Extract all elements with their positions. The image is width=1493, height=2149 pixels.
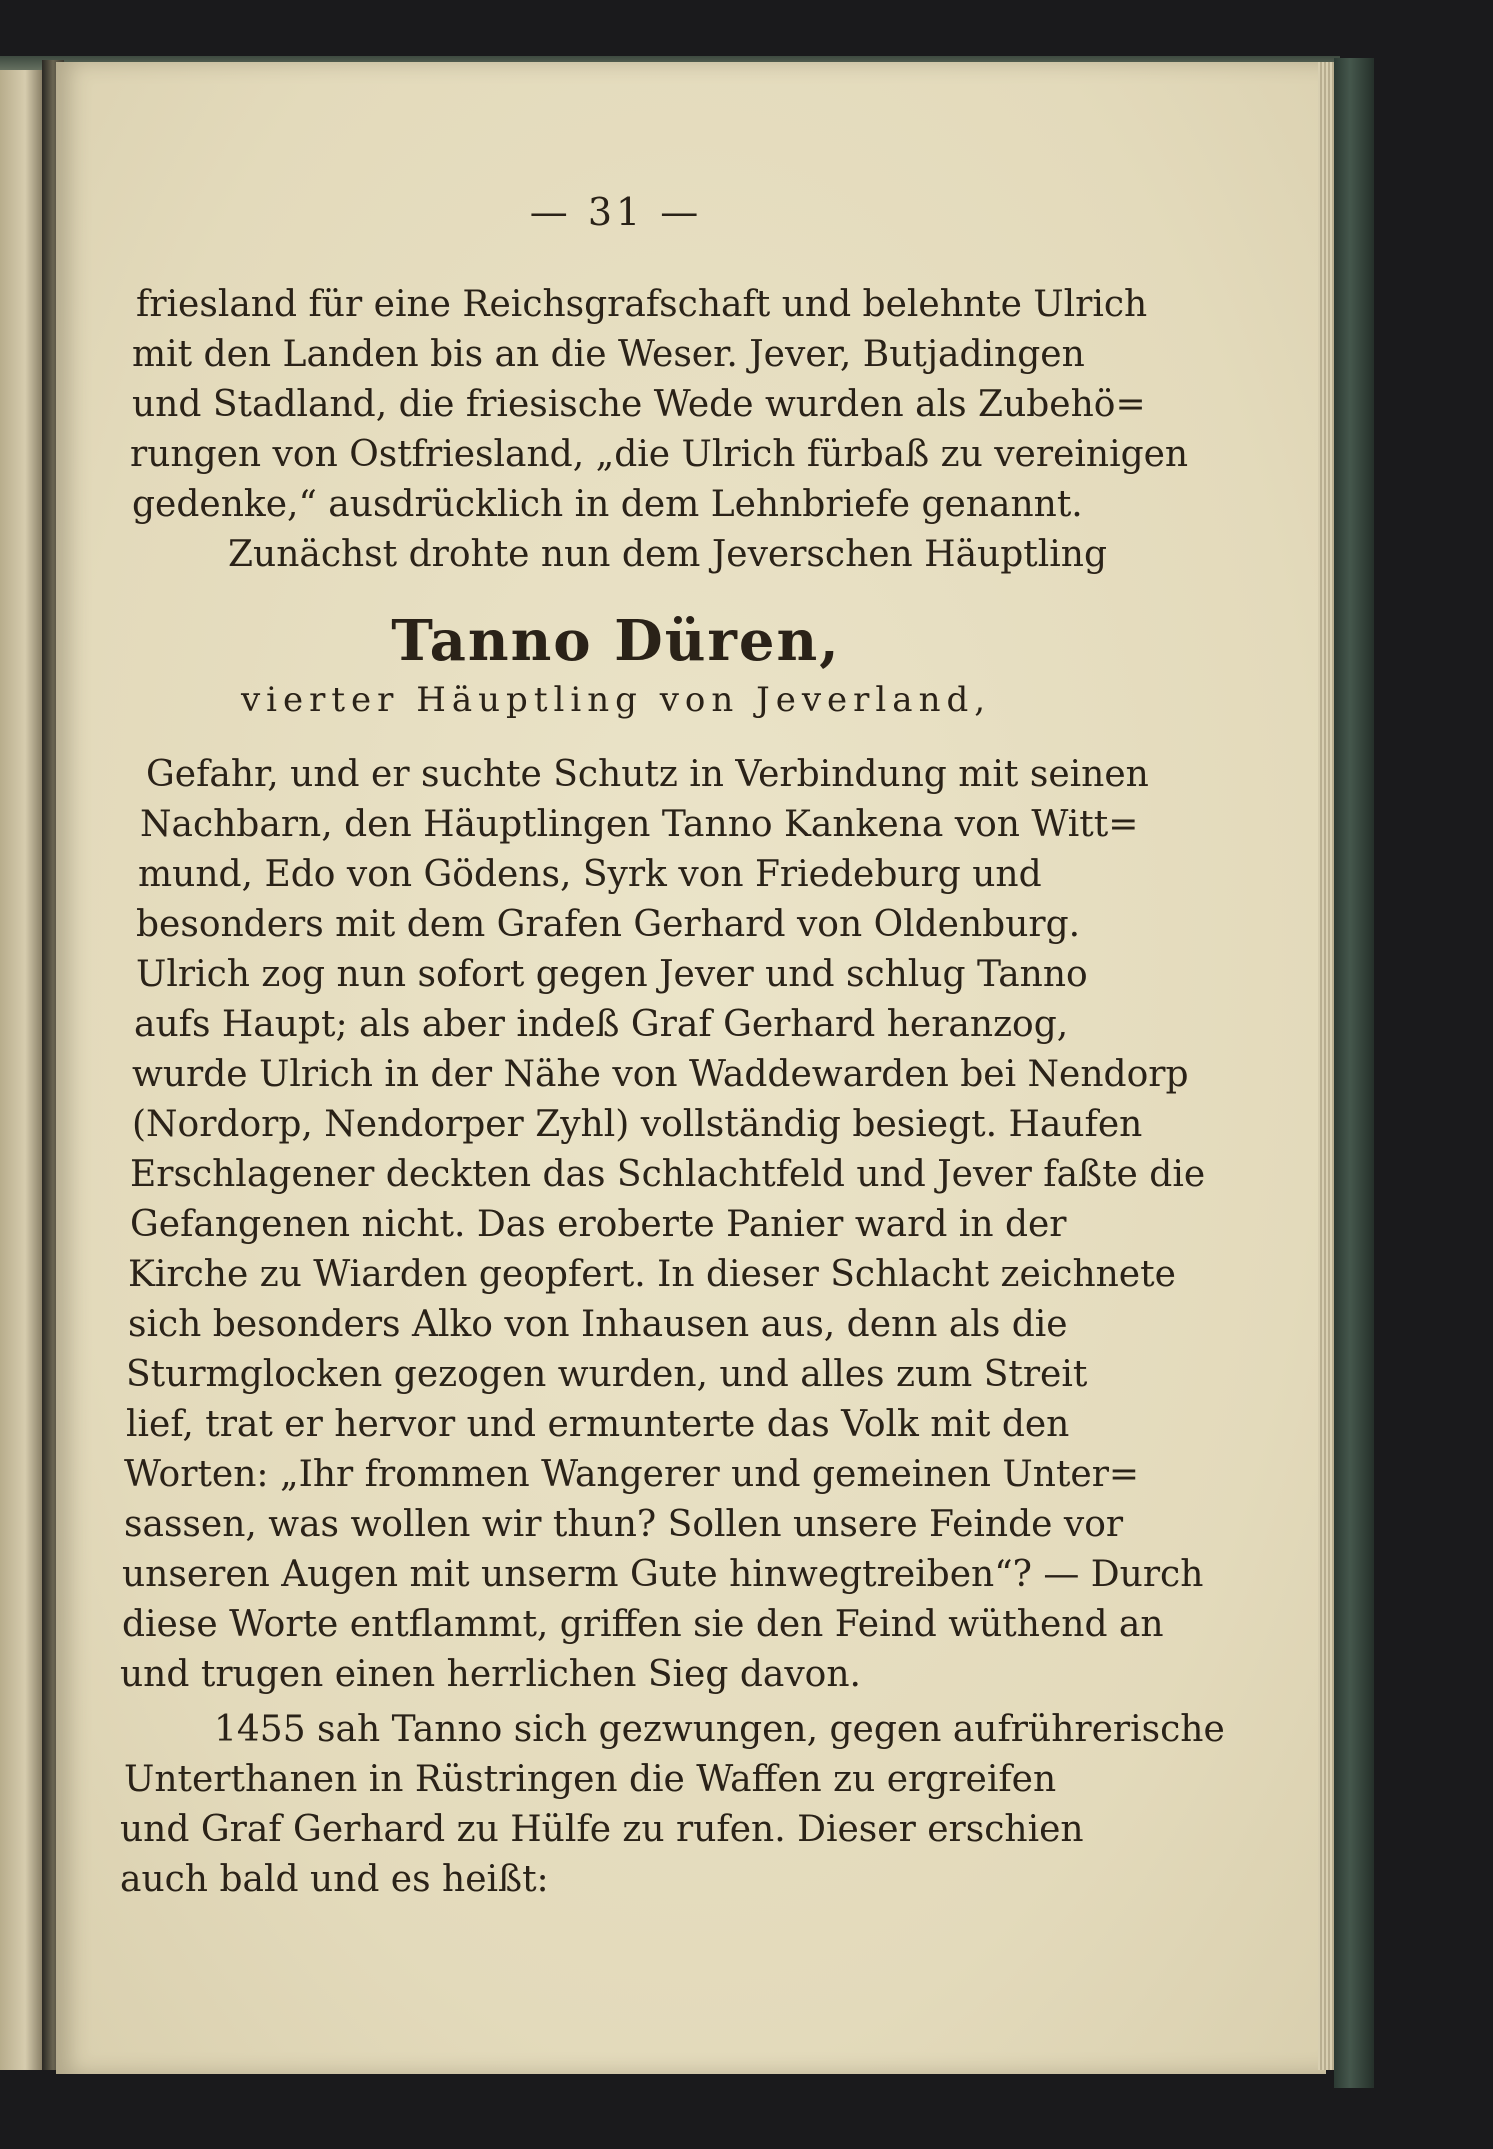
text-line: Erschlagener deckten das Schlachtfeld und Jever faßte die [130, 1154, 1206, 1195]
text-line: rungen von Ostfriesland, „die Ulrich fürbaß zu vereinigen [130, 434, 1189, 475]
text-line: und Stadland, die friesische Wede wurden als Zubehö= [132, 384, 1146, 425]
text-line: besonders mit dem Grafen Gerhard von Oldenburg. [136, 904, 1081, 945]
text-line: und trugen einen herrlichen Sieg davon. [120, 1654, 861, 1695]
text-line: (Nordorp, Nendorper Zyhl) vollständig besiegt. Haufen [132, 1104, 1143, 1145]
section-subheading: vierter Häuptling von Jeverland, [240, 680, 992, 720]
text-line: mund, Edo von Gödens, Syrk von Friedeburg und [138, 854, 1042, 895]
text-line: sich besonders Alko von Inhausen aus, denn als die [128, 1304, 1068, 1345]
text-line: und Graf Gerhard zu Hülfe zu rufen. Dieser erschien [120, 1809, 1084, 1850]
text-line: aufs Haupt; als aber indeß Graf Gerhard heranzog, [134, 1004, 1069, 1045]
text-line: Gefahr, und er suchte Schutz in Verbindung mit seinen [146, 754, 1149, 795]
text-line: Zunächst drohte nun dem Jeverschen Häuptling [228, 534, 1107, 575]
text-line: auch bald und es heißt: [120, 1859, 549, 1900]
text-line: 1455 sah Tanno sich gezwungen, gegen aufrührerische [214, 1709, 1225, 1750]
text-line: gedenke,“ ausdrücklich in dem Lehnbriefe genannt. [132, 484, 1083, 525]
page-number: — 31 — [529, 190, 703, 234]
page-stack-edges [1318, 62, 1334, 2070]
text-line: Unterthanen in Rüstringen die Waffen zu ergreifen [124, 1759, 1057, 1800]
text-line: friesland für eine Reichsgrafschaft und belehnte Ulrich [136, 284, 1148, 325]
text-line: Worten: „Ihr frommen Wangerer und gemeinen Unter= [124, 1454, 1140, 1495]
text-line: Nachbarn, den Häuptlingen Tanno Kankena von Witt= [140, 804, 1139, 845]
text-line: sassen, was wollen wir thun? Sollen unsere Feinde vor [124, 1504, 1124, 1545]
text-line: Kirche zu Wiarden geopfert. In dieser Schlacht zeichnete [128, 1254, 1176, 1295]
text-line: diese Worte entflammt, griffen sie den Feind wüthend an [122, 1604, 1164, 1645]
text-line: Ulrich zog nun sofort gegen Jever und schlug Tanno [136, 954, 1088, 995]
text-line: mit den Landen bis an die Weser. Jever, Butjadingen [132, 334, 1085, 375]
facing-page-edge [0, 70, 42, 2070]
book-cover-edge [1334, 58, 1374, 2088]
section-heading: Tanno Düren, [391, 608, 841, 674]
text-line: Sturmglocken gezogen wurden, und alles zum Streit [126, 1354, 1088, 1395]
text-line: lief, trat er hervor und ermunterte das Volk mit den [126, 1404, 1070, 1445]
text-line: Gefangenen nicht. Das eroberte Panier ward in der [130, 1204, 1067, 1245]
text-line: unseren Augen mit unserm Gute hinwegtreiben“? — Durch [122, 1554, 1204, 1595]
text-line: wurde Ulrich in der Nähe von Waddewarden bei Nendorp [132, 1054, 1189, 1095]
